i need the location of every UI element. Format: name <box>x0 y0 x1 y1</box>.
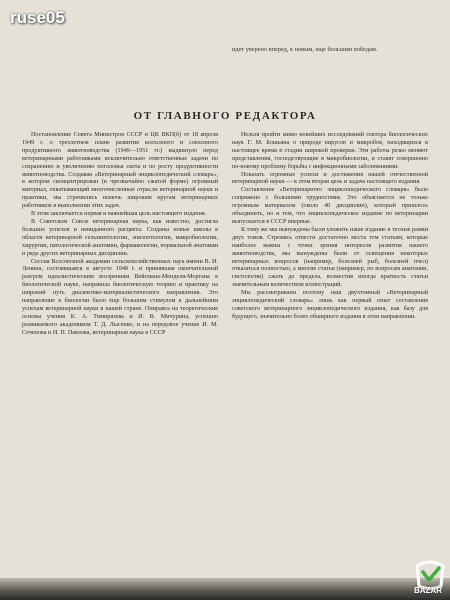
paragraph: В Советском Союзе ветеринарная наука, как известно, достигла больших успехов и невиданного расцвета. Созданы новые школы в области ветеринарной гельминтологии, эпизоотологии, микробиологии, хирургии, патологической анатомии, фармакологии, нормальной анатомии и ряда других ветеринарных дисциплин. <box>22 218 218 257</box>
watermark-text: ruse05 <box>10 8 65 27</box>
paragraph: Мы рассматриваем поэтому наш двухтомный «Ветеринарный энциклопедический словарь» лишь как первый опыт составления советского ветеринарного энциклопедического издания, как базу для будущего, значительно более обширного издания в этом направлении. <box>232 290 428 320</box>
paragraph: Постановление Совета Министров СССР и ЦК ВКП(б) от 18 апреля 1949 г. о трехлетнем плане развития колхозного и совхозного продуктивного животноводства (1949—1951 гг.) выдвинуло перед ветеринарными работниками исключительно ответственные задачи по сохранению и увеличению поголовья скота и по росту продуктивности животноводства. Создавая «Ветеринарный энциклопедический словарь», в котором сконцентрирован (в чрезвычайно сжатой форме) огромный материал, охватывающий многочисленные отрасли ветеринарной науки и практики, мы стремились помочь широким кругам ветеринарных работников в выполнении этих задач. <box>22 132 218 210</box>
page-title: ОТ ГЛАВНОГО РЕДАКТОРА <box>133 110 317 122</box>
paragraph: В этом заключается первая и важнейшая цель настоящего издания. <box>31 211 207 218</box>
right-column <box>232 132 428 322</box>
paragraph: Нельзя пройти мимо новейших исследований сектора биологических наук Г. М. Бошьяна о природе вирусов и микробов, находящихся в настоящее время в стадии широкой проверки. Эти работы резко меняют представления, господствующие в микробиологии, и ставят совершенно по-новому проблему борьбы с инфекционными заболеваниями. <box>232 132 428 170</box>
bazar-logo-text: BAZAR <box>414 586 442 595</box>
paragraph: К тому же мы вынуждены были уложить наше издание в тесные рамки двух томов. Стремясь отвести достаточно места тем статьям, которые наиболее важны с точки зрения интересов развития нашего животноводства, мы вынуждены были от освещения некоторых ветеринарных вопросов (например, болезней рыб, болезней пчел) отказаться полностью, а многие статьи (например, по вопросам анатомии, гистологии) сжать до предела, возместив иногда краткость статьи значительным количеством иллюстраций. <box>232 226 428 289</box>
paragraph: Сессия Всесоюзной академии сельскохозяйственных наук имени В. И. Ленина, состоявшаяся в августе 1948 г. и принявшая окончательный разгром идеалистическим воззрениям Вейсмана-Менделя-Моргана в биологической науке, направила биологическую теорию и практику на широкий путь диалектико-материалистического направления. Это направление в биологии было еще большим стимулом к дальнейшим успехам ветеринарной науки в нашей стране. Опираясь на теоретические основы учения К. А. Тимирязева и И. В. Мичурина, успешно развиваемого академиком Т. Д. Лысенко, и на передовое учение И. М. Сеченова и И. П. Павлова, ветеринарная наука в СССР <box>22 258 218 336</box>
left-column <box>22 132 218 338</box>
top-text-fragment: идет уверено вперед, к новым, еще большим победам. <box>232 46 378 53</box>
paragraph: Составление «Ветеринарного энциклопедического словаря» было сопряжено с большими трудностями. Это объясняется не только огромным материалом (около 40 дисциплин), который пришлось объединить, но и тем, что энциклопедическое издание по ветеринарии выпускается в СССР впервые. <box>232 187 428 225</box>
page-edge-shadow <box>0 578 450 600</box>
paragraph: Показать огромные успехи и достижения нашей отечественной ветеринарной науки — в этом вторая цель и задача настоящего издания. <box>232 171 428 186</box>
